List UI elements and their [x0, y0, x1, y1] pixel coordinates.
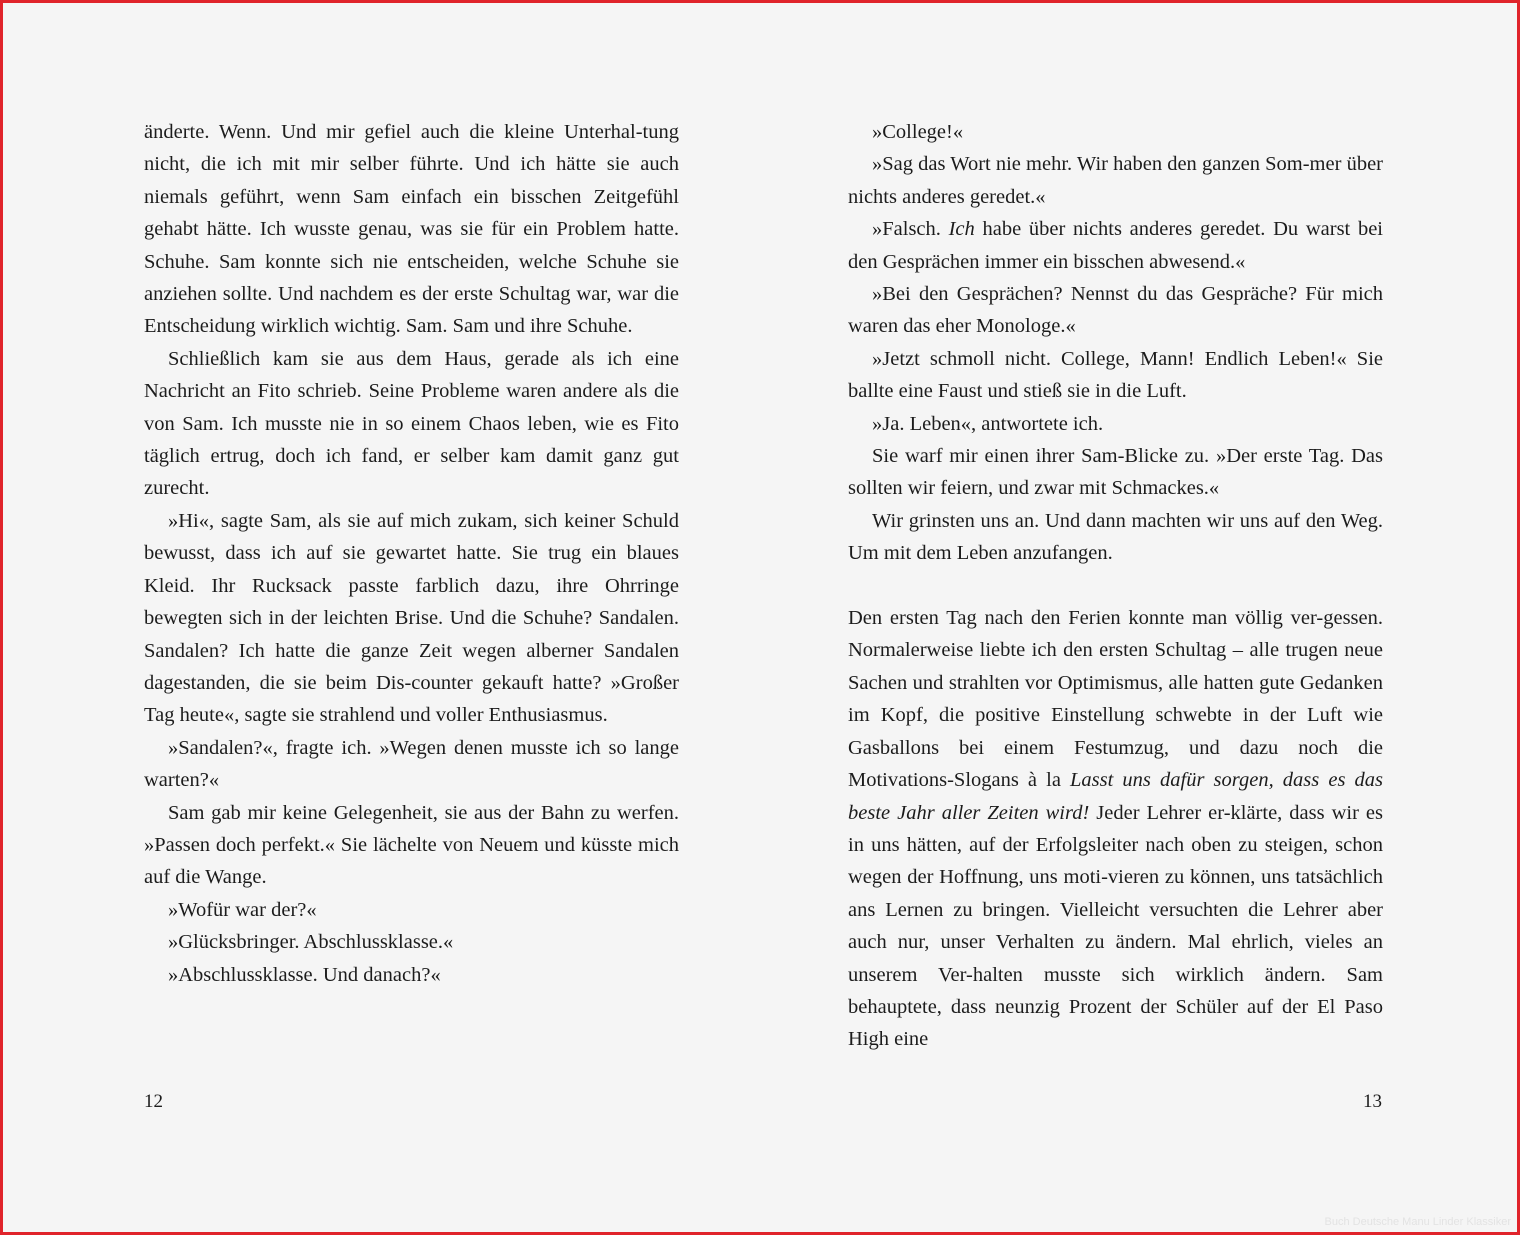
paragraph: »Wofür war der?« — [168, 898, 317, 921]
paragraph: »Jetzt schmoll nicht. College, Mann! Endlich Leben!« Sie ballte eine Faust und stieß sie in die Luft. — [848, 347, 1383, 403]
paragraph — [848, 602, 1383, 1056]
paragraph: »Ja. Leben«, antwortete ich. — [872, 412, 1104, 435]
watermark: Buch Deutsche Manu Linder Klassiker — [1324, 1216, 1511, 1228]
text-run: Den ersten Tag nach den Ferien konnte man völlig ver-gessen. Normalerweise liebte ich den ersten Schultag – alle trugen neue Sachen und strahlten vor Optimismus, alle hatten gute Gedanken im Kopf, die positive Einstellung schwebte in der Luft wie Gasballons bei einem Festumzug, und dazu noch die Motivations-Slogans à la — [848, 607, 1383, 792]
paragraph: »Hi«, sagte Sam, als sie auf mich zukam, sich keiner Schuld bewusst, dass ich auf sie gewartet hatte. Sie trug ein blaues Kleid. Ihr Rucksack passte farblich dazu, ihre Ohrringe bewegten sich in der leichten Brise. Und die Schuhe? Sandalen. Sandalen? Ich hatte die ganze Zeit wegen alberner Sandalen dagestanden, die sie beim Dis-counter gekauft hatte? »Großer Tag heute«, sagte sie strahlend und voller Enthusiasmus. — [144, 509, 679, 727]
paragraph: »Sandalen?«, fragte ich. »Wegen denen musste ich so lange warten?« — [144, 736, 679, 792]
paragraph: »Abschlussklasse. Und danach?« — [168, 963, 441, 986]
paragraph: Sam gab mir keine Gelegenheit, sie aus der Bahn zu werfen. »Passen doch perfekt.« Sie lächelte von Neuem und küsste mich auf die Wange. — [144, 801, 679, 889]
paragraph: Sie warf mir einen ihrer Sam-Blicke zu. »Der erste Tag. Das sollten wir feiern, und zwar mit Schmackes.« — [848, 445, 1383, 500]
italic-text: Lasst uns dafür sorgen, dass es das beste Jahr aller Zeiten wird! — [848, 769, 1383, 824]
paragraph: »College!« — [872, 121, 964, 143]
page-number-right: 13 — [1363, 1091, 1382, 1112]
paragraph: »Sag das Wort nie mehr. Wir haben den ganzen Som-mer über nichts anderes geredet.« — [848, 153, 1383, 208]
left-page-text — [144, 116, 679, 991]
right-page-text — [848, 116, 1383, 1056]
paragraph: »Glücksbringer. Abschlussklasse.« — [168, 931, 454, 954]
text-run: habe über nichts anderes geredet. Du warst bei den Gesprächen immer ein bisschen abwesend.« — [848, 218, 1383, 273]
paragraph: Wir grinsten uns an. Und dann machten wir uns auf den Weg. Um mit dem Leben anzufangen. — [848, 509, 1383, 565]
paragraph: änderte. Wenn. Und mir gefiel auch die kleine Unterhal-tung nicht, die ich mit mir selber führte. Und ich hätte sie auch niemals geführt, wenn Sam einfach ein bisschen Zeitgefühl gehabt hätte. Ich wusste genau, was sie für ein Problem hatte. Schuhe. Sam konnte sich nie entscheiden, welche Schuhe sie anziehen sollte. Und nachdem es der erste Schultag war, war die Entscheidung wirklich wichtig. Sam. Sam und ihre Schuhe. — [144, 121, 679, 338]
paragraph: Schließlich kam sie aus dem Haus, gerade als ich eine Nachricht an Fito schrieb. Seine Probleme waren andere als die von Sam. Ich musste nie in so einem Chaos leben, wie es Fito täglich ertrug, doch ich fand, er selber kam damit ganz gut zurecht. — [144, 347, 679, 500]
text-run: Jeder Lehrer er-klärte, dass wir es in uns hätten, auf der Erfolgsleiter nach oben zu steigen, schon wegen der Hoffnung, uns moti-vieren zu können, uns tatsächlich ans Lernen zu bringen. Vielleicht versuchten die Lehrer aber auch nur, unser Verhalten zu ändern. Mal ehrlich, vieles an unserem Ver-halten musste sich wirklich ändern. Sam behauptete, dass neunzig Prozent der Schüler auf der El Paso High eine — [848, 801, 1383, 1051]
page-number-left: 12 — [144, 1091, 163, 1112]
paragraph — [848, 213, 1383, 278]
paragraph: »Bei den Gesprächen? Nennst du das Gespräche? Für mich waren das eher Monologe.« — [848, 283, 1383, 338]
text-run: »Falsch. — [872, 218, 949, 241]
italic-text: Ich — [948, 218, 975, 241]
